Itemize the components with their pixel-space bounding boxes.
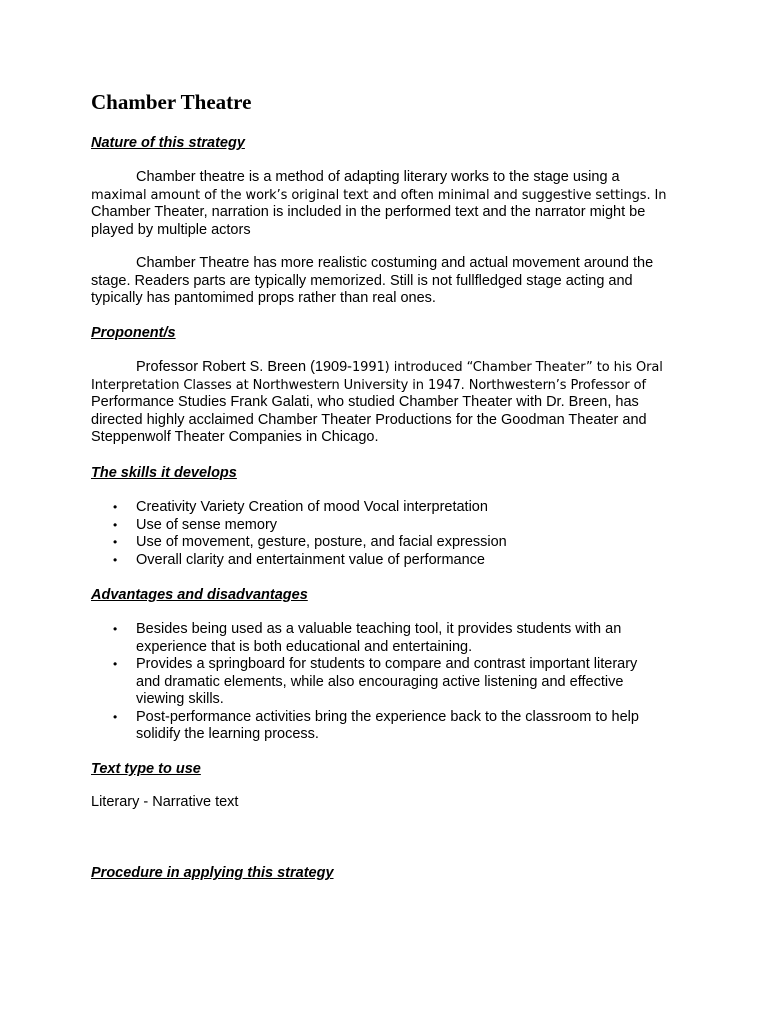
document-title: Chamber Theatre — [91, 90, 252, 114]
text-line: Literary - Narrative text — [91, 794, 239, 810]
text-line: Performance Studies Frank Galati, who studied Chamber Theater with Dr. Breen, has — [91, 394, 639, 410]
bullet-icon: • — [113, 622, 118, 636]
skills-list — [91, 499, 691, 569]
heading-skills: The skills it develops — [91, 465, 237, 481]
text-line: Chamber Theater, narration is included in the performed text and the narrator might be — [91, 204, 646, 220]
text-line: Steppenwolf Theater Companies in Chicago. — [91, 429, 379, 445]
bullet-icon: • — [113, 552, 118, 567]
nature-paragraph-1 — [91, 169, 691, 239]
list-item-text: solidify the learning process. — [136, 726, 319, 742]
heading-nature: Nature of this strategy — [91, 135, 245, 151]
bullet-icon: • — [113, 500, 118, 514]
list-item-text: Provides a springboard for students to compare and contrast important literary — [136, 656, 638, 672]
list-item — [91, 709, 691, 744]
heading-text-type: Text type to use — [91, 761, 201, 777]
bullet-icon: • — [113, 657, 118, 671]
list-item — [91, 534, 691, 552]
list-item-text: Overall clarity and entertainment value of performance — [136, 551, 485, 568]
list-item — [91, 517, 691, 535]
bullet-icon: • — [113, 517, 118, 532]
text-line: Interpretation Classes at Northwestern University in 1947. Northwestern’s Professor of — [91, 377, 646, 393]
list-item — [91, 621, 691, 656]
list-item-text: experience that is both educational and entertaining. — [136, 638, 473, 655]
bullet-icon: • — [113, 535, 118, 549]
text-type-paragraph — [91, 794, 691, 812]
proponents-paragraph — [91, 359, 691, 447]
advantages-list — [91, 621, 691, 744]
text-segment: 1991) introduced “Chamber Theater” to his Oral — [352, 360, 663, 375]
list-item-text: and dramatic elements, while also encouraging active listening and effective — [136, 673, 624, 690]
list-item-text: Use of sense memory — [136, 516, 278, 533]
list-item — [91, 656, 691, 709]
text-line: stage. Readers parts are typically memorized. Still is not fullfledged stage acting and — [91, 272, 633, 289]
list-item — [91, 552, 691, 570]
text-line — [91, 359, 691, 377]
text-line: played by multiple actors — [91, 221, 251, 238]
heading-advantages: Advantages and disadvantages — [91, 587, 308, 603]
nature-paragraph-2 — [91, 255, 691, 308]
bullet-icon: • — [113, 709, 118, 724]
list-item-text: viewing skills. — [136, 691, 224, 707]
list-item-text: Besides being used as a valuable teaching tool, it provides students with an — [136, 621, 622, 637]
text-line: maximal amount of the work’s original text and often minimal and suggestive settings. In — [91, 187, 667, 203]
list-item — [91, 499, 691, 517]
heading-proponents: Proponent/s — [91, 325, 176, 341]
list-item-text: Creativity Variety Creation of mood Vocal interpretation — [136, 499, 488, 515]
list-item-text: Use of movement, gesture, posture, and facial expression — [136, 534, 507, 550]
text-line: directed highly acclaimed Chamber Theater Productions for the Goodman Theater and — [91, 411, 647, 428]
text-line: Chamber theatre is a method of adapting literary works to the stage using a — [136, 169, 620, 185]
text-segment: Professor Robert S. Breen (1909- — [136, 359, 352, 375]
heading-procedure: Procedure in applying this strategy — [91, 865, 334, 881]
text-line: typically has pantomimed props rather than real ones. — [91, 290, 436, 306]
text-line: Chamber Theatre has more realistic costuming and actual movement around the — [136, 255, 654, 271]
list-item-text: Post-performance activities bring the experience back to the classroom to help — [136, 708, 639, 725]
